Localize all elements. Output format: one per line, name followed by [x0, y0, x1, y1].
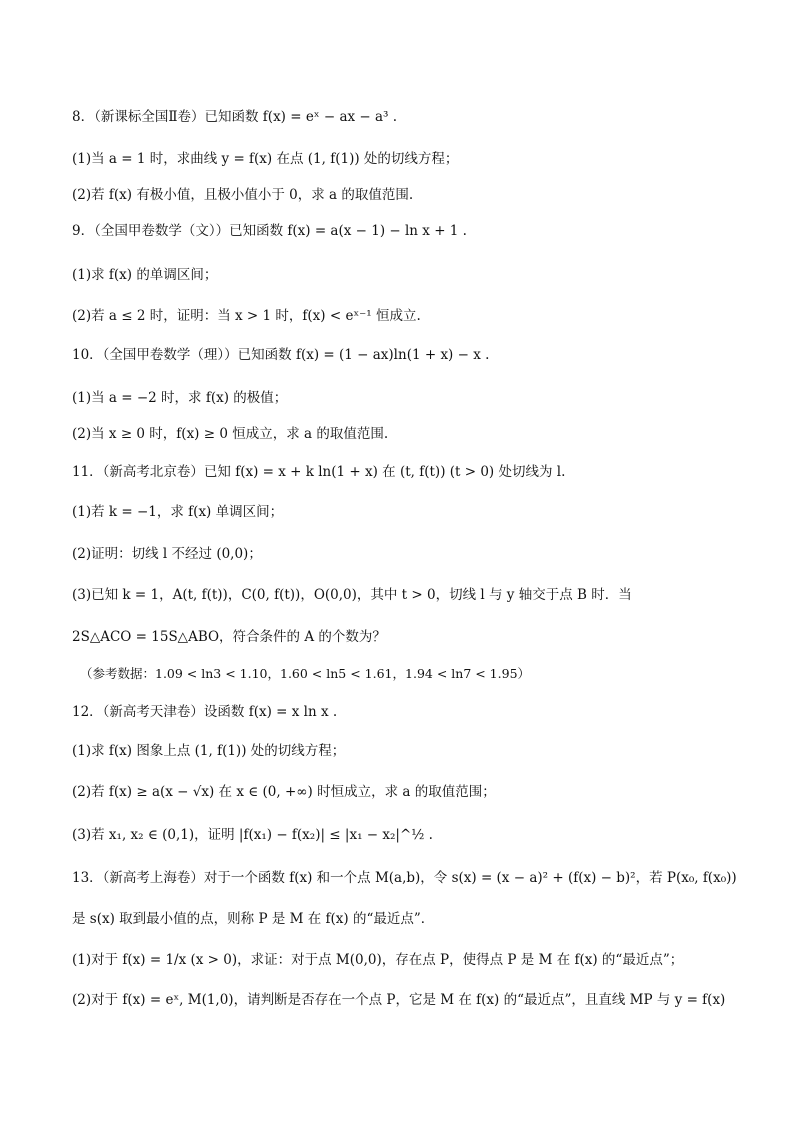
problem-13-part-2: (2)对于 f(x) = eˣ, M(1,0)，请判断是否存在一个点 P，它是 M 在 f(x) 的“最近点”，且直线 MP 与 y = f(x) — [72, 992, 726, 1008]
problem-8-heading: 8．（新课标全国Ⅱ卷）已知函数 f(x) = eˣ − ax − a³ . — [72, 109, 398, 125]
problem-10-part-1: (1)当 a = −2 时，求 f(x) 的极值； — [72, 390, 288, 406]
problem-11-reference-data: （参考数据：1.09 < ln3 < 1.10，1.60 < ln5 < 1.61，1.94 < ln7 < 1.95） — [80, 666, 531, 681]
problem-12-part-3: (3)若 x₁, x₂ ∈ (0,1)，证明 |f(x₁) − f(x₂)| ≤ |x₁ − x₂|^½ . — [72, 827, 433, 843]
problem-12-part-1: (1)求 f(x) 图象上点 (1, f(1)) 处的切线方程； — [72, 743, 346, 759]
problem-13-part-1: (1)对于 f(x) = 1/x (x > 0)，求证：对于点 M(0,0)，存在点 P，使得点 P 是 M 在 f(x) 的“最近点”； — [72, 952, 684, 968]
problem-12-heading: 12．（新高考天津卷）设函数 f(x) = x ln x . — [72, 704, 338, 720]
problem-11-heading: 11．（新高考北京卷）已知 f(x) = x + k ln(1 + x) 在 (t, f(t)) (t > 0) 处切线为 l. — [72, 464, 566, 480]
problem-13-definition: 是 s(x) 取到最小值的点，则称 P 是 M 在 f(x) 的“最近点”． — [72, 911, 435, 927]
problem-11-part-1: (1)若 k = −1，求 f(x) 单调区间； — [72, 504, 284, 520]
problem-8-part-2: (2)若 f(x) 有极小值，且极小值小于 0，求 a 的取值范围. — [72, 187, 414, 203]
problem-11-part-3-cont: 2S△ACO = 15S△ABO，符合条件的 A 的个数为？ — [72, 629, 386, 645]
problem-10-part-2: (2)当 x ≥ 0 时，f(x) ≥ 0 恒成立，求 a 的取值范围. — [72, 426, 389, 442]
problem-11-part-2: (2)证明：切线 l 不经过 (0,0)； — [72, 546, 262, 562]
problem-11-part-3: (3)已知 k = 1，A(t, f(t))，C(0, f(t))，O(0,0)，其中 t > 0，切线 l 与 y 轴交于点 B 时．当 — [72, 587, 632, 603]
problem-9-part-2: (2)若 a ≤ 2 时，证明：当 x > 1 时，f(x) < eˣ⁻¹ 恒成立. — [72, 308, 421, 324]
problem-9-heading: 9．（全国甲卷数学（文））已知函数 f(x) = a(x − 1) − ln x + 1 . — [72, 223, 467, 239]
problem-10-heading: 10．（全国甲卷数学（理））已知函数 f(x) = (1 − ax)ln(1 + x) − x . — [72, 347, 490, 363]
problem-13-heading: 13．（新高考上海卷）对于一个函数 f(x) 和一个点 M(a,b)，令 s(x) = (x − a)² + (f(x) − b)²，若 P(x₀, f(x₀)) — [72, 870, 737, 886]
problem-12-part-2: (2)若 f(x) ≥ a(x − √x) 在 x ∈ (0, +∞) 时恒成立，求 a 的取值范围； — [72, 784, 496, 800]
problem-9-part-1: (1)求 f(x) 的单调区间； — [72, 267, 218, 283]
problem-8-part-1: (1)当 a = 1 时，求曲线 y = f(x) 在点 (1, f(1)) 处的切线方程； — [72, 151, 459, 167]
